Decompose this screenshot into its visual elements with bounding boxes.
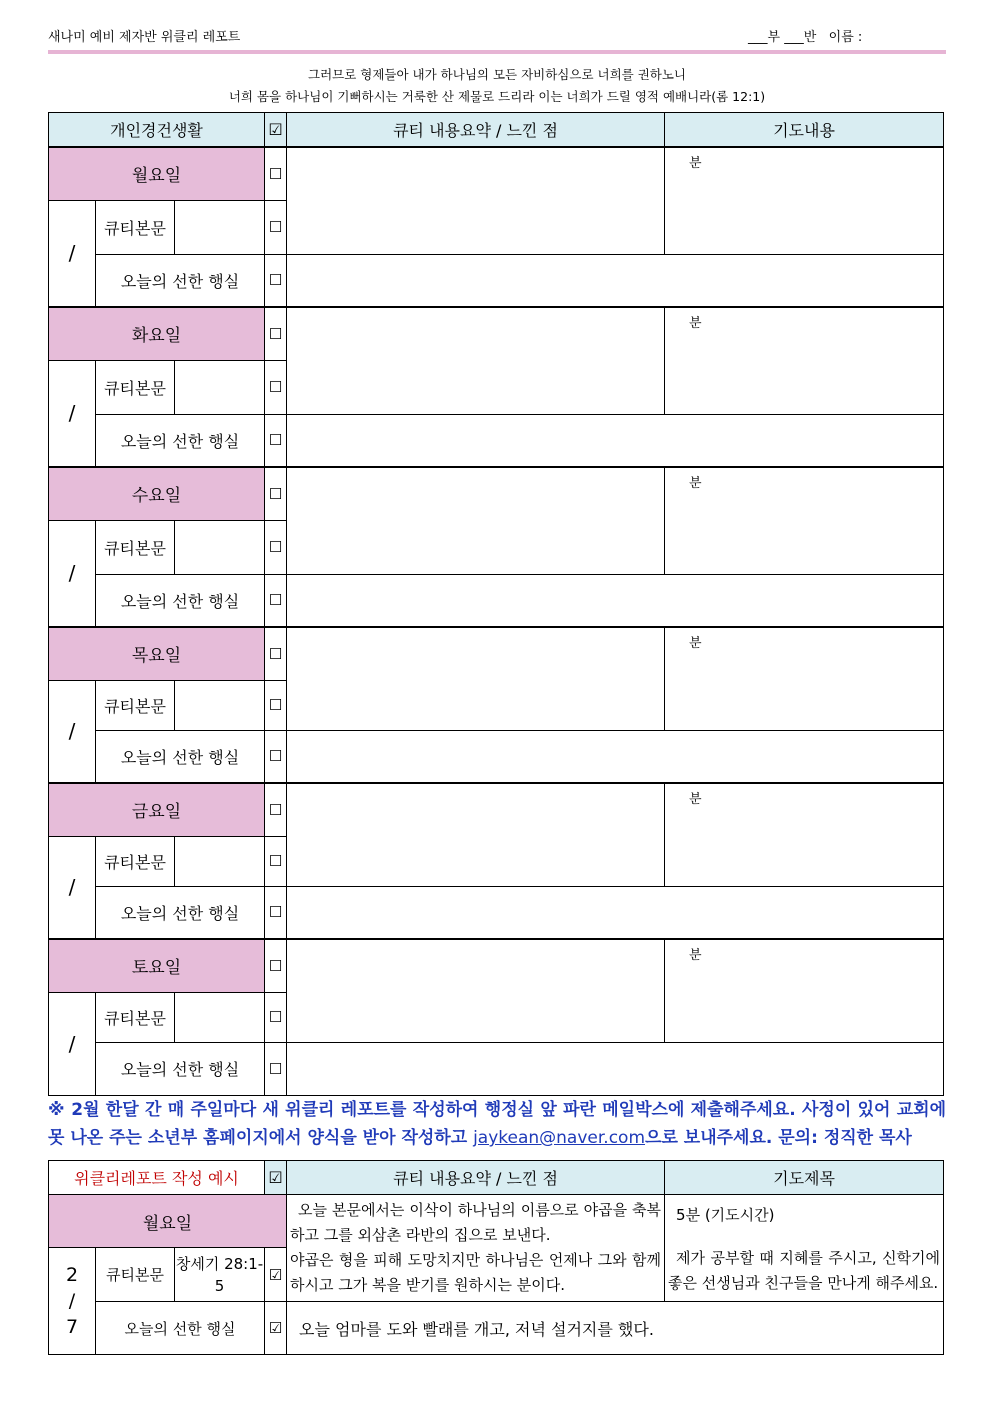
example-deed-label: 오늘의 선한 행실 [96, 1302, 265, 1355]
checkbox[interactable]: ☐ [265, 836, 287, 886]
checkbox[interactable]: ☐ [265, 147, 287, 200]
table-header-row [49, 113, 944, 148]
qt-ref-input[interactable] [175, 520, 265, 574]
deed-label: 오늘의 선한 행실 [96, 730, 265, 783]
verse-line-2: 너희 몸을 하나님이 기뻐하시는 거룩한 산 제물로 드리라 이는 너희가 드릴 영적 예배니라(롬 12:1) [228, 89, 766, 104]
example-header-summary: 큐티 내용요약 / 느낀 점 [287, 1161, 665, 1195]
example-prayer-text: 제가 공부할 때 지혜를 주시고, 신학기에 좋은 선생님과 친구들을 만나게 해주세요. [668, 1249, 941, 1292]
summary-input[interactable] [287, 147, 665, 254]
checkbox[interactable]: ☐ [265, 200, 287, 254]
checkbox[interactable]: ☐ [265, 414, 287, 467]
deed-input[interactable] [287, 886, 944, 939]
example-table [48, 1160, 944, 1355]
deed-input[interactable] [287, 254, 944, 307]
header-check-icon: ☑ [265, 113, 287, 148]
deed-row [49, 886, 944, 939]
checkbox[interactable]: ☐ [265, 307, 287, 360]
deed-row [49, 254, 944, 307]
deed-input[interactable] [287, 1042, 944, 1095]
deed-row [49, 574, 944, 627]
day-name: 월요일 [49, 147, 265, 200]
notice-email-link[interactable]: jaykean@naver.com [473, 1128, 646, 1148]
example-header-prayer: 기도제목 [665, 1161, 944, 1195]
notice-text-2: 으로 보내주세요. 문의: 정직한 목사 [645, 1128, 912, 1148]
header-devotion: 개인경건생활 [49, 113, 265, 148]
day-name: 수요일 [49, 467, 265, 520]
deed-row [49, 414, 944, 467]
header-divider [48, 50, 946, 54]
report-title: 새나미 예비 제자반 위클리 레포트 [48, 30, 241, 45]
day-name: 금요일 [49, 783, 265, 836]
checkbox[interactable]: ☐ [265, 939, 287, 992]
summary-input[interactable] [287, 783, 665, 886]
deed-label: 오늘의 선한 행실 [96, 254, 265, 307]
qt-label: 큐티본문 [96, 360, 175, 414]
example-check-icon: ☑ [265, 1161, 287, 1195]
header-prayer: 기도내용 [665, 113, 944, 148]
checkbox[interactable]: ☐ [265, 627, 287, 680]
qt-label: 큐티본문 [96, 836, 175, 886]
example-prayer [665, 1195, 944, 1302]
prayer-minutes-label: 분 [689, 156, 702, 171]
date-input[interactable]: / [49, 836, 96, 939]
day-row [49, 307, 944, 360]
deed-input[interactable] [287, 730, 944, 783]
prayer-minutes-label: 분 [689, 636, 702, 651]
checkbox[interactable]: ☐ [265, 520, 287, 574]
example-summary-2: 야곱은 형을 피해 도망치지만 하나님은 언제나 그와 함께 하시고 그가 복을 받기를 원하시는 분이다. [290, 1251, 662, 1294]
day-row [49, 467, 944, 520]
day-name: 목요일 [49, 627, 265, 680]
qt-ref-input[interactable] [175, 836, 265, 886]
summary-input[interactable] [287, 307, 665, 414]
date-input[interactable]: / [49, 360, 96, 467]
bible-verse [48, 64, 946, 108]
day-row [49, 147, 944, 200]
qt-label: 큐티본문 [96, 992, 175, 1042]
prayer-input[interactable] [665, 627, 944, 730]
prayer-input[interactable] [665, 467, 944, 574]
summary-input[interactable] [287, 939, 665, 1042]
deed-row [49, 1042, 944, 1095]
prayer-input[interactable] [665, 939, 944, 1042]
checkbox[interactable]: ☐ [265, 467, 287, 520]
date-input[interactable]: / [49, 680, 96, 783]
prayer-input[interactable] [665, 783, 944, 886]
qt-label: 큐티본문 [96, 520, 175, 574]
checkbox[interactable]: ☐ [265, 730, 287, 783]
header-summary: 큐티 내용요약 / 느낀 점 [287, 113, 665, 148]
day-row [49, 783, 944, 836]
example-deed: 오늘 엄마를 도와 빨래를 개고, 저녁 설거지를 했다. [287, 1302, 944, 1355]
example-header-row [49, 1161, 944, 1195]
weekly-report-table [48, 112, 944, 1096]
prayer-minutes-label: 분 [689, 316, 702, 331]
qt-ref-input[interactable] [175, 360, 265, 414]
example-checked-box[interactable]: ☑ [265, 1248, 287, 1302]
example-date [49, 1248, 96, 1355]
checkbox[interactable]: ☐ [265, 992, 287, 1042]
deed-row [49, 730, 944, 783]
checkbox[interactable]: ☐ [265, 254, 287, 307]
qt-ref-input[interactable] [175, 992, 265, 1042]
deed-input[interactable] [287, 574, 944, 627]
deed-label: 오늘의 선한 행실 [96, 414, 265, 467]
deed-label: 오늘의 선한 행실 [96, 1042, 265, 1095]
notice-text-1: ※ 2월 한달 간 매 주일마다 새 위클리 레포트를 작성하여 행정실 앞 파란 메일박스에 제출해주세요. 사정이 있어 교회에 못 나온 주는 소년부 홈페이지에서 양식을 받아 작성하고 [48, 1100, 946, 1148]
prayer-input[interactable] [665, 307, 944, 414]
checkbox[interactable]: ☐ [265, 574, 287, 627]
example-date-text: 2 / 7 [65, 1264, 79, 1338]
checkbox[interactable]: ☐ [265, 360, 287, 414]
verse-line-1: 그러므로 형제들아 내가 하나님의 모든 자비하심으로 너희를 권하노니 [308, 67, 686, 82]
example-deed-checked-box[interactable]: ☑ [265, 1302, 287, 1355]
checkbox[interactable]: ☐ [265, 783, 287, 836]
checkbox[interactable]: ☐ [265, 1042, 287, 1095]
example-summary-1: 오늘 본문에서는 이삭이 하나님의 이름으로 야곱을 축복하고 그를 외삼촌 라반의 집으로 보낸다. [290, 1201, 662, 1244]
date-input[interactable]: / [49, 520, 96, 627]
deed-label: 오늘의 선한 행실 [96, 886, 265, 939]
name-fields: ___부 ___반 이름 : [748, 30, 863, 45]
qt-label: 큐티본문 [96, 680, 175, 730]
deed-input[interactable] [287, 414, 944, 467]
qt-ref-input[interactable] [175, 680, 265, 730]
date-input[interactable]: / [49, 992, 96, 1095]
prayer-minutes-label: 분 [689, 948, 702, 963]
example-qt-ref: 창세기 28:1-5 [175, 1248, 265, 1302]
example-qt-label: 큐티본문 [96, 1248, 175, 1302]
day-row [49, 627, 944, 680]
day-row [49, 939, 944, 992]
prayer-minutes-label: 분 [689, 792, 702, 807]
day-name: 화요일 [49, 307, 265, 360]
summary-input[interactable] [287, 627, 665, 730]
day-name: 토요일 [49, 939, 265, 992]
example-day: 월요일 [49, 1195, 287, 1248]
checkbox[interactable]: ☐ [265, 886, 287, 939]
qt-label: 큐티본문 [96, 200, 175, 254]
deed-label: 오늘의 선한 행실 [96, 574, 265, 627]
example-prayer-time: 5분 (기도시간) [676, 1206, 775, 1224]
prayer-minutes-label: 분 [689, 476, 702, 491]
summary-input[interactable] [287, 467, 665, 574]
example-summary [287, 1195, 665, 1302]
prayer-input[interactable] [665, 147, 944, 254]
notice [48, 1096, 946, 1152]
checkbox[interactable]: ☐ [265, 680, 287, 730]
example-title: 위클리레포트 작성 예시 [49, 1161, 265, 1195]
page-header [48, 24, 946, 46]
qt-ref-input[interactable] [175, 200, 265, 254]
date-input[interactable]: / [49, 200, 96, 307]
